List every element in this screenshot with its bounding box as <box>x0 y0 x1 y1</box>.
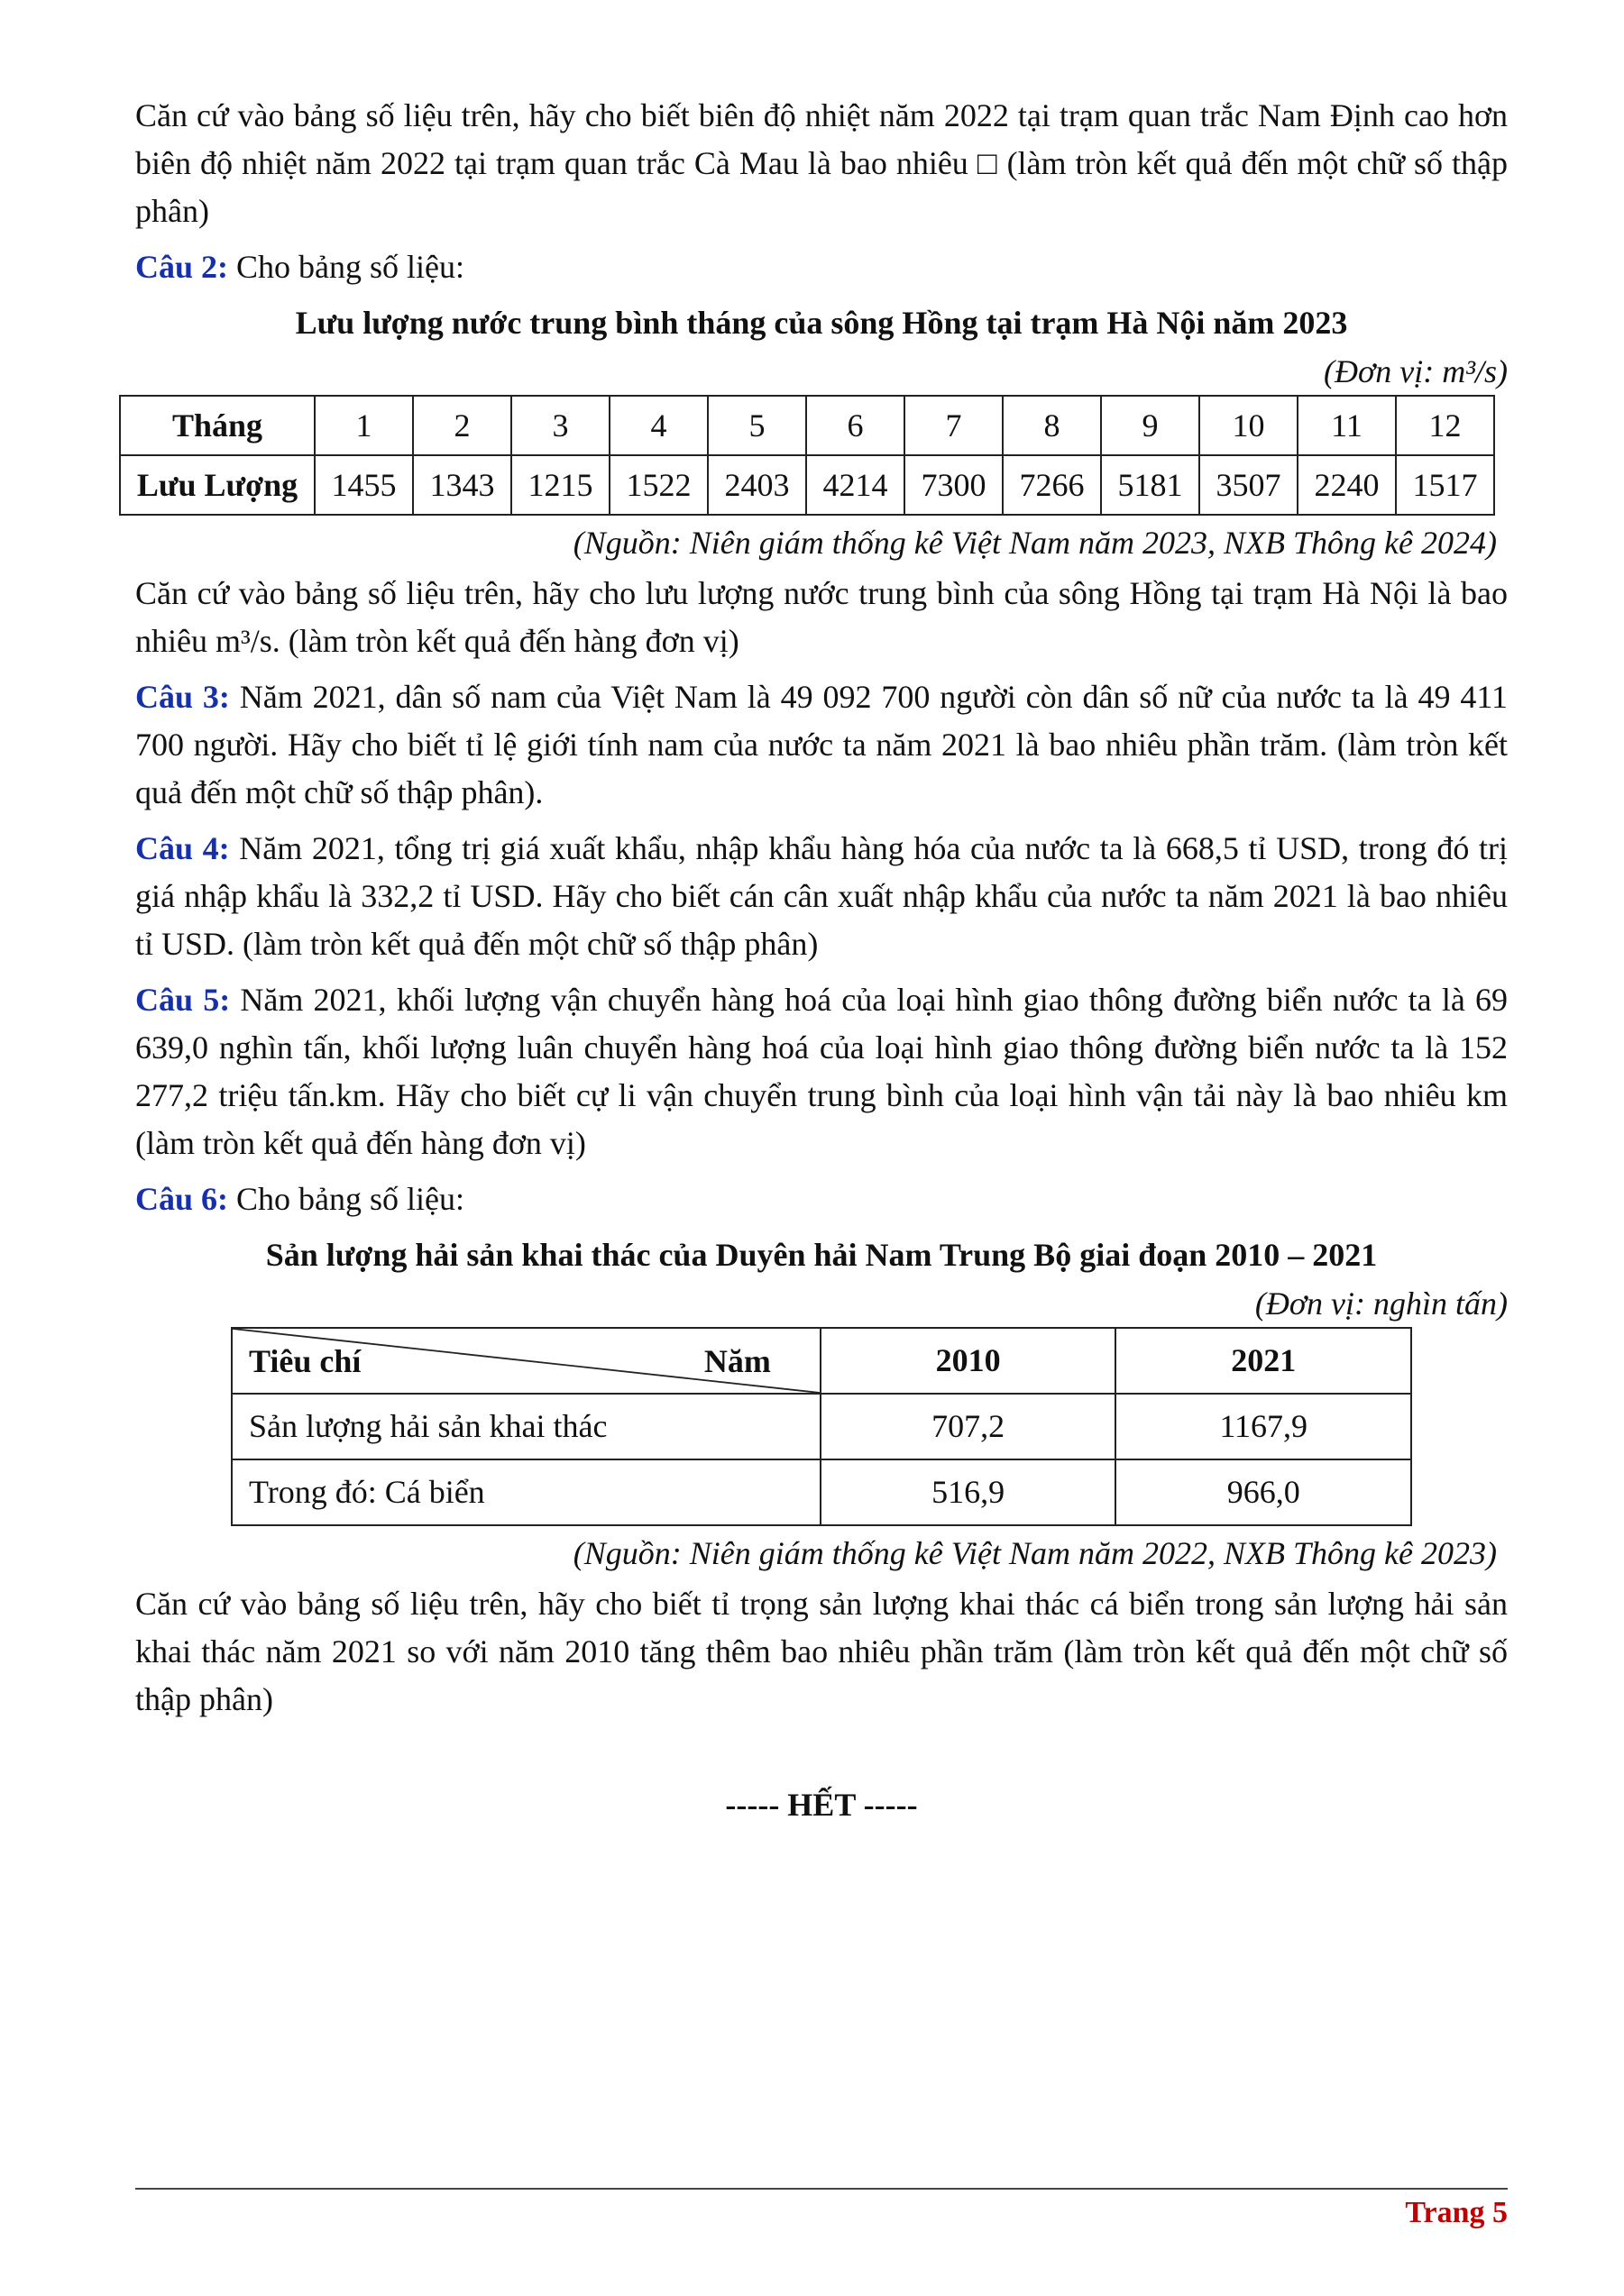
flow-cell: 2240 <box>1298 455 1396 515</box>
question-2-label: Câu 2: <box>135 249 229 285</box>
flow-cell: 5181 <box>1101 455 1199 515</box>
seafood-output-table <box>231 1327 1412 1526</box>
question-4-text: Năm 2021, tổng trị giá xuất khẩu, nhập khẩu hàng hóa của nước ta là 668,5 tỉ USD, trong đó trị giá nhập khẩu là 332,2 tỉ USD. Hãy cho biết cán cân xuất nhập khẩu của nước ta năm 2021 là bao nhiêu tỉ USD. (làm tròn kết quả đến một chữ số thập phân) <box>135 830 1508 962</box>
table-1-title: Lưu lượng nước trung bình tháng của sông Hồng tại trạm Hà Nội năm 2023 <box>295 305 1348 341</box>
question-6 <box>135 1175 1508 1223</box>
month-cell: 7 <box>904 396 1003 455</box>
flow-cell: 2403 <box>708 455 806 515</box>
question-4-label: Câu 4: <box>135 830 230 866</box>
year-label: Năm <box>703 1343 771 1379</box>
table-1-header-row <box>120 396 1494 455</box>
value-cell: 1167,9 <box>1115 1394 1411 1459</box>
value-cell: 707,2 <box>821 1394 1116 1459</box>
flow-cell: 1522 <box>610 455 708 515</box>
flow-cell: 3507 <box>1199 455 1298 515</box>
flow-cell: 1215 <box>511 455 610 515</box>
month-cell: 1 <box>315 396 413 455</box>
flow-cell: 1455 <box>315 455 413 515</box>
question-5 <box>135 976 1508 1167</box>
table-row <box>232 1394 1411 1459</box>
month-cell: 10 <box>1199 396 1298 455</box>
year-cell: 2021 <box>1115 1328 1411 1394</box>
flow-cell: 1517 <box>1396 455 1494 515</box>
month-header: Tháng <box>120 396 315 455</box>
month-cell: 6 <box>806 396 904 455</box>
table-2-source: (Nguồn: Niên giám thống kê Việt Nam năm 2022, NXB Thông kê 2023) <box>573 1535 1497 1571</box>
table-1-source: (Nguồn: Niên giám thống kê Việt Nam năm 2023, NXB Thông kê 2024) <box>573 525 1497 561</box>
month-cell: 9 <box>1101 396 1199 455</box>
question-5-label: Câu 5: <box>135 982 231 1018</box>
month-cell: 8 <box>1003 396 1101 455</box>
question-5-text: Năm 2021, khối lượng vận chuyển hàng hoá của loại hình giao thông đường biển nước ta là 69 639,0 nghìn tấn, khối lượng luân chuyển hàng hoá của loại hình giao thông đường biển nước ta là 152 277,2 triệu tấn.km. Hãy cho biết cự li vận chuyển trung bình của loại hình vận tải này là bao nhiêu km (làm tròn kết quả đến hàng đơn vị) <box>135 982 1508 1161</box>
month-cell: 11 <box>1298 396 1396 455</box>
table-row <box>232 1459 1411 1525</box>
month-cell: 2 <box>413 396 511 455</box>
question-6-prompt: Căn cứ vào bảng số liệu trên, hãy cho biết tỉ trọng sản lượng khai thác cá biển trong sản lượng hải sản khai thác năm 2021 so với năm 2010 tăng thêm bao nhiêu phần trăm (làm tròn kết quả đến một chữ số thập phân) <box>135 1586 1508 1717</box>
page-content <box>135 92 1508 1861</box>
flow-cell: 7266 <box>1003 455 1101 515</box>
value-cell: 516,9 <box>821 1459 1116 1525</box>
footer-divider <box>135 2188 1508 2190</box>
flow-cell: 1343 <box>413 455 511 515</box>
question-6-label: Câu 6: <box>135 1181 229 1217</box>
month-cell: 12 <box>1396 396 1494 455</box>
table-2-title: Sản lượng hải sản khai thác của Duyên hải Nam Trung Bộ giai đoạn 2010 – 2021 <box>265 1237 1378 1273</box>
flow-cell: 7300 <box>904 455 1003 515</box>
row-label: Sản lượng hải sản khai thác <box>232 1394 821 1459</box>
value-cell: 966,0 <box>1115 1459 1411 1525</box>
river-flow-table <box>119 395 1495 516</box>
month-cell: 4 <box>610 396 708 455</box>
diagonal-header-cell <box>232 1328 821 1394</box>
month-cell: 5 <box>708 396 806 455</box>
end-marker: ----- HẾT ----- <box>725 1787 918 1823</box>
row-label: Trong đó: Cá biển <box>232 1459 821 1525</box>
table-2-unit: (Đơn vị: nghìn tấn) <box>1254 1285 1508 1322</box>
question-3-text: Năm 2021, dân số nam của Việt Nam là 49 092 700 người còn dân số nữ của nước ta là 49 411 700 người. Hãy cho biết tỉ lệ giới tính nam của nước ta năm 2021 là bao nhiêu phần trăm. (làm tròn kết quả đến một chữ số thập phân). <box>135 679 1508 810</box>
criteria-label: Tiêu chí <box>249 1343 362 1379</box>
month-cell: 3 <box>511 396 610 455</box>
page-number: Trang 5 <box>1405 2196 1508 2229</box>
question-3-label: Câu 3: <box>135 679 230 715</box>
table-1-unit: (Đơn vị: m³/s) <box>1324 353 1508 389</box>
question-2-text: Cho bảng số liệu: <box>228 249 464 285</box>
question-2-prompt: Căn cứ vào bảng số liệu trên, hãy cho lưu lượng nước trung bình của sông Hồng tại trạm Hà Nội là bao nhiêu m³/s. (làm tròn kết quả đến hàng đơn vị) <box>135 575 1508 659</box>
year-cell: 2010 <box>821 1328 1116 1394</box>
question-6-text: Cho bảng số liệu: <box>228 1181 464 1217</box>
question-2 <box>135 243 1508 291</box>
flow-cell: 4214 <box>806 455 904 515</box>
flow-header: Lưu Lượng <box>120 455 315 515</box>
intro-paragraph: Căn cứ vào bảng số liệu trên, hãy cho biết biên độ nhiệt năm 2022 tại trạm quan trắc Nam Định cao hơn biên độ nhiệt năm 2022 tại trạm quan trắc Cà Mau là bao nhiêu □ (làm tròn kết quả đến một chữ số thập phân) <box>135 97 1508 229</box>
table-2-header-row <box>232 1328 1411 1394</box>
table-1-value-row <box>120 455 1494 515</box>
question-4 <box>135 825 1508 968</box>
question-3 <box>135 673 1508 817</box>
